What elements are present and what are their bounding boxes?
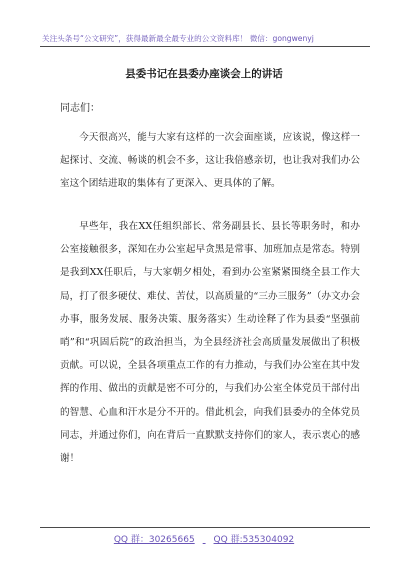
qq-group-link-2[interactable]: QQ 群:535304092 <box>213 535 295 545</box>
document-title: 县委书记在县委办座谈会上的讲话 <box>125 68 283 80</box>
paragraph-2: 早些年，我在XX任组织部长、常务副县长、县长等职务时，和办公室接触很多，深知在办公室起早贪黑是常事、加班加点是常态。特别是我到XX任职后，与大家朝夕相处，看到办公室紧紧围绕全县工作大局，打了很多硬仗、难仗、苦仗，以高质量的“三办三服务”（办文办会办事，服务发展、服务决策、服务落实）生动诠释了作为县委“坚强前哨”和“巩固后院”的政治担当，为全县经济社会高质量发展做出了积极贡献。可以说，全县各项重点工作的有力推动，与我们办公室在其中发挥的作用、做出的贡献是密不可分的，与我们办公室全体党员干部付出的智慧、心血和汗水是分不开的。借此机会，向我们县委办的全体党员同志，并通过你们，向在背后一直默默支持你们的家人，表示衷心的感谢！ <box>60 221 360 465</box>
paragraph-1: 今天很高兴，能与大家有这样的一次会面座谈，应该说，像这样一起探讨、交流、畅谈的机会不多，这让我倍感亲切，也让我对我们办公室这个团结进取的集体有了更深入、更具体的了解。 <box>60 132 360 190</box>
qq-group-link-1[interactable]: QQ 群：30265665 <box>113 535 195 545</box>
footer-divider <box>40 527 370 528</box>
header-banner: 关注头条号“公文研究”，获得最新最全最专业的公文资料库！ 微信：gongwenyj <box>42 34 314 43</box>
salutation: 同志们： <box>60 103 100 114</box>
footer <box>0 532 408 545</box>
header-divider <box>40 46 370 47</box>
